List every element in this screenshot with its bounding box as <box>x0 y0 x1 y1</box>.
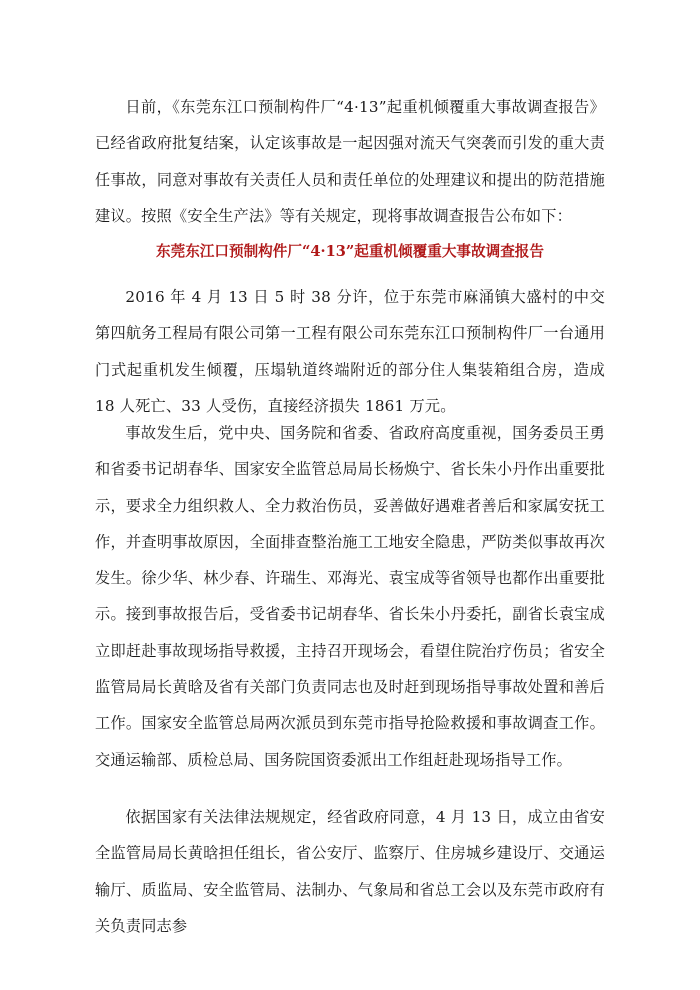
body-paragraph-1: 2016 年 4 月 13 日 5 时 38 分许，位于东莞市麻涌镇大盛村的中交第四航务工程局有限公司第一工程有限公司东莞东江口预制构件厂一台通用门式起重机发生倾覆，压塌轨道终端附近的部分住人集装箱组合房，造成 18 人死亡、33 人受伤，直接经济损失 1861 万元。 <box>95 288 605 415</box>
body-paragraph-3: 依据国家有关法律法规规定，经省政府同意，4 月 13 日，成立由省安全监管局局长黄晗担任组长，省公安厅、监察厅、住房城乡建设厅、交通运输厅、质监局、安全监管局、法制办、气象局和省总工会以及东莞市政府有关负责同志参 <box>95 808 605 935</box>
body-paragraph-2: 事故发生后，党中央、国务院和省委、省政府高度重视，国务委员王勇和省委书记胡春华、国家安全监管总局局长杨焕宁、省长朱小丹作出重要批示，要求全力组织救人、全力救治伤员，妥善做好遇难者善后和家属安抚工作，并查明事故原因，全面排查整治施工工地安全隐患，严防类似事故再次发生。徐少华、林少春、许瑞生、邓海光、袁宝成等省领导也都作出重要批示。接到事故报告后，受省委书记胡春华、省长朱小丹委托，副省长袁宝成立即赶赴事故现场指导救援，主持召开现场会，看望住院治疗伤员；省安全监管局局长黄晗及省有关部门负责同志也及时赶到现场指导事故处置和善后工作。国家安全监管总局两次派员到东莞市指导抢险救援和事故调查工作。交通运输部、质检总局、国务院国资委派出工作组赶赴现场指导工作。 <box>95 424 605 769</box>
report-title: 东莞东江口预制构件厂“4·13”起重机倾覆重大事故调查报告 <box>156 243 544 260</box>
intro-paragraph: 日前，《东莞东江口预制构件厂“4·13”起重机倾覆重大事故调查报告》已经省政府批复结案，认定该事故是一起因强对流天气突袭而引发的重大责任事故，同意对事故有关责任人员和责任单位的处理建议和提出的防范措施建议。按照《安全生产法》等有关规定，现将事故调查报告公布如下： <box>95 98 605 225</box>
